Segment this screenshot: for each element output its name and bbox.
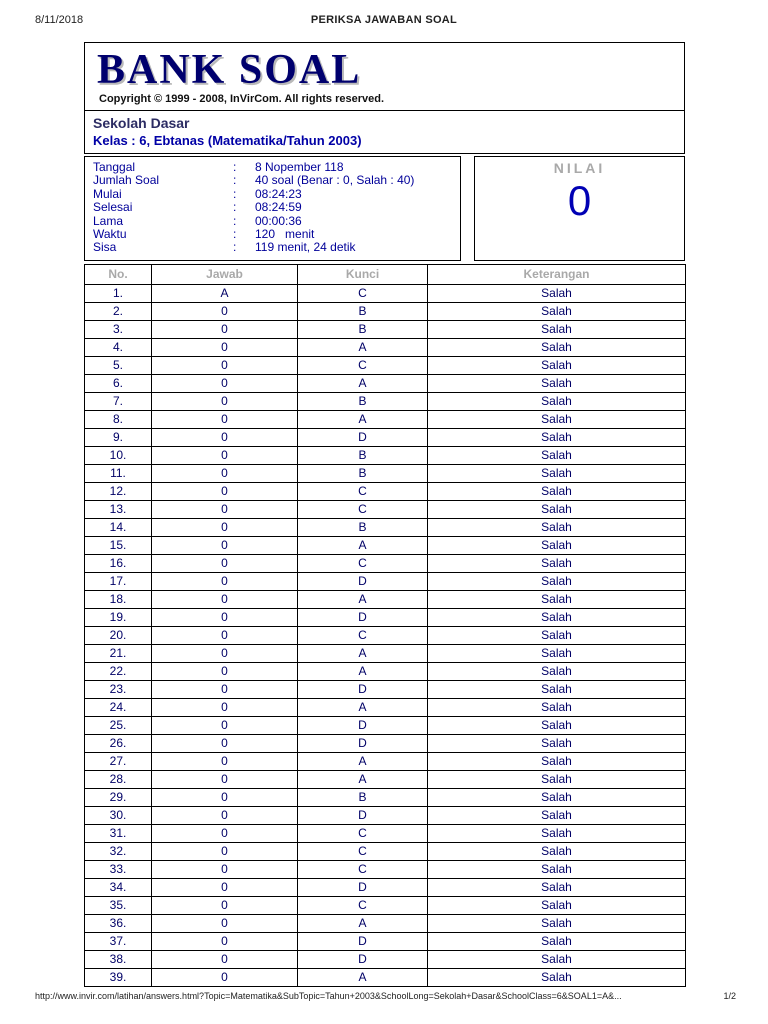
cell-keterangan: Salah (428, 752, 686, 770)
cell-keterangan: Salah (428, 644, 686, 662)
info-separator: : (233, 213, 237, 228)
cell-jawab: 0 (152, 860, 298, 878)
cell-keterangan: Salah (428, 662, 686, 680)
info-row (93, 215, 452, 228)
cell-keterangan: Salah (428, 320, 686, 338)
cell-no: 20. (85, 626, 152, 644)
cell-kunci: D (298, 572, 428, 590)
cell-no: 30. (85, 806, 152, 824)
table-row (85, 662, 686, 680)
table-row (85, 392, 686, 410)
table-row (85, 590, 686, 608)
cell-kunci: B (298, 788, 428, 806)
cell-kunci: B (298, 518, 428, 536)
cell-kunci: A (298, 338, 428, 356)
cell-no: 27. (85, 752, 152, 770)
cell-no: 7. (85, 392, 152, 410)
table-row (85, 554, 686, 572)
table-row (85, 860, 686, 878)
cell-keterangan: Salah (428, 968, 686, 986)
cell-kunci: A (298, 536, 428, 554)
info-label: Tanggal (93, 160, 136, 174)
cell-kunci: A (298, 590, 428, 608)
cell-no: 4. (85, 338, 152, 356)
cell-keterangan: Salah (428, 842, 686, 860)
cell-jawab: A (152, 284, 298, 302)
cell-no: 15. (85, 536, 152, 554)
cell-kunci: B (298, 320, 428, 338)
cell-jawab: 0 (152, 770, 298, 788)
cell-no: 13. (85, 500, 152, 518)
cell-jawab: 0 (152, 698, 298, 716)
table-row (85, 320, 686, 338)
info-separator: : (233, 200, 237, 215)
cell-kunci: C (298, 482, 428, 500)
cell-no: 29. (85, 788, 152, 806)
cell-keterangan: Salah (428, 788, 686, 806)
school-name: Sekolah Dasar (93, 115, 190, 131)
cell-keterangan: Salah (428, 680, 686, 698)
table-row (85, 428, 686, 446)
cell-keterangan: Salah (428, 860, 686, 878)
info-value: 40 soal (Benar : 0, Salah : 40) (255, 173, 415, 188)
table-row (85, 446, 686, 464)
table-row (85, 356, 686, 374)
table-row (85, 626, 686, 644)
cell-no: 3. (85, 320, 152, 338)
print-header (35, 14, 733, 30)
cell-kunci: C (298, 500, 428, 518)
cell-keterangan: Salah (428, 896, 686, 914)
cell-keterangan: Salah (428, 500, 686, 518)
cell-no: 1. (85, 284, 152, 302)
print-date: 8/11/2018 (35, 14, 84, 26)
cell-kunci: B (298, 464, 428, 482)
cell-kunci: D (298, 680, 428, 698)
cell-jawab: 0 (152, 752, 298, 770)
cell-no: 18. (85, 590, 152, 608)
cell-jawab: 0 (152, 518, 298, 536)
cell-jawab: 0 (152, 356, 298, 374)
score-box (474, 156, 685, 261)
cell-jawab: 0 (152, 932, 298, 950)
cell-kunci: C (298, 626, 428, 644)
table-row (85, 536, 686, 554)
cell-keterangan: Salah (428, 734, 686, 752)
table-row (85, 302, 686, 320)
nilai-value: 0 (567, 177, 592, 224)
cell-jawab: 0 (152, 536, 298, 554)
table-row (85, 518, 686, 536)
cell-kunci: C (298, 824, 428, 842)
cell-keterangan: Salah (428, 932, 686, 950)
cell-no: 17. (85, 572, 152, 590)
cell-kunci: A (298, 662, 428, 680)
cell-no: 19. (85, 608, 152, 626)
cell-keterangan: Salah (428, 428, 686, 446)
cell-kunci: A (298, 968, 428, 986)
info-label: Lama (93, 213, 124, 228)
cell-jawab: 0 (152, 914, 298, 932)
cell-jawab: 0 (152, 842, 298, 860)
cell-jawab: 0 (152, 950, 298, 968)
table-row (85, 680, 686, 698)
cell-kunci: C (298, 284, 428, 302)
info-label: Sisa (93, 240, 117, 255)
table-row (85, 806, 686, 824)
cell-kunci: C (298, 554, 428, 572)
info-row (93, 161, 452, 174)
cell-kunci: D (298, 950, 428, 968)
school-class-line: Kelas : 6, Ebtanas (Matematika/Tahun 2003) (93, 133, 362, 148)
cell-jawab: 0 (152, 644, 298, 662)
table-row (85, 824, 686, 842)
info-value: 00:00:36 (255, 213, 302, 228)
cell-no: 12. (85, 482, 152, 500)
cell-keterangan: Salah (428, 374, 686, 392)
info-separator: : (233, 227, 237, 242)
cell-jawab: 0 (152, 968, 298, 986)
cell-keterangan: Salah (428, 806, 686, 824)
info-row (93, 188, 452, 201)
table-row (85, 698, 686, 716)
school-box (84, 111, 685, 154)
cell-no: 39. (85, 968, 152, 986)
cell-no: 25. (85, 716, 152, 734)
cell-jawab: 0 (152, 878, 298, 896)
footer-page-number: 1/2 (723, 991, 736, 1001)
cell-kunci: C (298, 356, 428, 374)
cell-keterangan: Salah (428, 464, 686, 482)
cell-kunci: C (298, 860, 428, 878)
cell-jawab: 0 (152, 392, 298, 410)
column-header-keterangan: Keterangan (428, 264, 686, 284)
bank-soal-logo: BANK SOAL (97, 47, 362, 93)
cell-kunci: D (298, 932, 428, 950)
info-value: 08:24:23 (255, 186, 302, 201)
cell-kunci: A (298, 410, 428, 428)
cell-jawab: 0 (152, 464, 298, 482)
cell-no: 24. (85, 698, 152, 716)
cell-keterangan: Salah (428, 482, 686, 500)
table-row (85, 950, 686, 968)
info-label: Selesai (93, 200, 133, 215)
cell-keterangan: Salah (428, 356, 686, 374)
cell-jawab: 0 (152, 338, 298, 356)
info-separator: : (233, 173, 237, 188)
cell-kunci: D (298, 716, 428, 734)
cell-no: 8. (85, 410, 152, 428)
cell-keterangan: Salah (428, 554, 686, 572)
table-row (85, 770, 686, 788)
cell-no: 11. (85, 464, 152, 482)
info-value: 8 Nopember 118 (255, 160, 344, 174)
table-row (85, 914, 686, 932)
table-row (85, 968, 686, 986)
cell-kunci: A (298, 374, 428, 392)
cell-keterangan: Salah (428, 338, 686, 356)
nilai-label: NILAI (553, 160, 606, 176)
info-separator: : (233, 240, 237, 255)
cell-no: 10. (85, 446, 152, 464)
cell-jawab: 0 (152, 572, 298, 590)
table-row (85, 896, 686, 914)
print-footer (35, 991, 736, 1001)
cell-jawab: 0 (152, 482, 298, 500)
table-row (85, 878, 686, 896)
table-row (85, 752, 686, 770)
cell-no: 35. (85, 896, 152, 914)
cell-keterangan: Salah (428, 536, 686, 554)
cell-jawab: 0 (152, 446, 298, 464)
cell-kunci: A (298, 914, 428, 932)
info-row (93, 174, 452, 187)
info-row (93, 228, 452, 241)
info-value: 08:24:59 (255, 200, 302, 215)
cell-no: 23. (85, 680, 152, 698)
cell-no: 21. (85, 644, 152, 662)
cell-kunci: D (298, 878, 428, 896)
cell-jawab: 0 (152, 500, 298, 518)
cell-keterangan: Salah (428, 698, 686, 716)
cell-kunci: B (298, 302, 428, 320)
cell-keterangan: Salah (428, 518, 686, 536)
info-row (93, 201, 452, 214)
cell-kunci: A (298, 752, 428, 770)
cell-no: 2. (85, 302, 152, 320)
info-value: 120 menit (255, 227, 315, 242)
info-separator: : (233, 186, 237, 201)
cell-no: 9. (85, 428, 152, 446)
info-row (93, 241, 452, 254)
cell-keterangan: Salah (428, 950, 686, 968)
main-content (84, 42, 685, 987)
cell-jawab: 0 (152, 716, 298, 734)
cell-keterangan: Salah (428, 716, 686, 734)
column-header-kunci: Kunci (298, 264, 428, 284)
info-label: Mulai (93, 186, 122, 201)
footer-url: http://www.invir.com/latihan/answers.html?Topic=Matematika&SubTopic=Tahun+2003&SchoolLong=Sekolah+Dasar&SchoolClass=6&SOAL1=A&... (35, 991, 622, 1001)
info-section (84, 156, 685, 261)
cell-jawab: 0 (152, 896, 298, 914)
cell-no: 32. (85, 842, 152, 860)
cell-kunci: D (298, 734, 428, 752)
info-separator: : (233, 160, 237, 174)
table-row (85, 464, 686, 482)
cell-no: 16. (85, 554, 152, 572)
cell-kunci: A (298, 644, 428, 662)
table-row (85, 608, 686, 626)
cell-keterangan: Salah (428, 914, 686, 932)
cell-kunci: B (298, 392, 428, 410)
table-row (85, 734, 686, 752)
cell-jawab: 0 (152, 608, 298, 626)
cell-jawab: 0 (152, 302, 298, 320)
cell-jawab: 0 (152, 734, 298, 752)
logo-box (84, 42, 685, 111)
table-row (85, 932, 686, 950)
answers-table-body (85, 284, 686, 986)
cell-kunci: C (298, 842, 428, 860)
cell-jawab: 0 (152, 428, 298, 446)
cell-keterangan: Salah (428, 392, 686, 410)
cell-jawab: 0 (152, 554, 298, 572)
table-row (85, 500, 686, 518)
cell-jawab: 0 (152, 662, 298, 680)
info-label: Jumlah Soal (93, 173, 160, 188)
answers-table (84, 264, 686, 987)
table-row (85, 374, 686, 392)
cell-no: 14. (85, 518, 152, 536)
cell-keterangan: Salah (428, 878, 686, 896)
cell-keterangan: Salah (428, 572, 686, 590)
table-row (85, 482, 686, 500)
cell-kunci: C (298, 896, 428, 914)
cell-keterangan: Salah (428, 608, 686, 626)
cell-jawab: 0 (152, 590, 298, 608)
cell-jawab: 0 (152, 320, 298, 338)
cell-jawab: 0 (152, 788, 298, 806)
copyright-text: Copyright © 1999 - 2008, InVirCom. All rights reserved. (99, 93, 385, 105)
cell-jawab: 0 (152, 626, 298, 644)
cell-jawab: 0 (152, 410, 298, 428)
cell-keterangan: Salah (428, 284, 686, 302)
cell-keterangan: Salah (428, 824, 686, 842)
cell-kunci: D (298, 608, 428, 626)
cell-kunci: B (298, 446, 428, 464)
cell-jawab: 0 (152, 824, 298, 842)
table-row (85, 572, 686, 590)
cell-kunci: A (298, 698, 428, 716)
cell-no: 36. (85, 914, 152, 932)
cell-kunci: A (298, 770, 428, 788)
cell-keterangan: Salah (428, 590, 686, 608)
cell-no: 26. (85, 734, 152, 752)
cell-no: 34. (85, 878, 152, 896)
info-label: Waktu (93, 227, 127, 242)
cell-keterangan: Salah (428, 446, 686, 464)
cell-no: 31. (85, 824, 152, 842)
cell-keterangan: Salah (428, 770, 686, 788)
table-row (85, 716, 686, 734)
cell-keterangan: Salah (428, 410, 686, 428)
cell-keterangan: Salah (428, 626, 686, 644)
cell-keterangan: Salah (428, 302, 686, 320)
cell-no: 38. (85, 950, 152, 968)
cell-no: 22. (85, 662, 152, 680)
cell-kunci: D (298, 428, 428, 446)
info-value: 119 menit, 24 detik (255, 240, 356, 255)
column-header-no: No. (85, 264, 152, 284)
print-title: PERIKSA JAWABAN SOAL (310, 14, 458, 26)
cell-no: 37. (85, 932, 152, 950)
column-header-jawab: Jawab (152, 264, 298, 284)
cell-no: 33. (85, 860, 152, 878)
table-row (85, 338, 686, 356)
exam-info-box (84, 156, 461, 261)
table-row (85, 284, 686, 302)
cell-jawab: 0 (152, 374, 298, 392)
table-header-row (85, 264, 686, 284)
table-row (85, 788, 686, 806)
cell-no: 6. (85, 374, 152, 392)
cell-jawab: 0 (152, 680, 298, 698)
cell-jawab: 0 (152, 806, 298, 824)
table-row (85, 644, 686, 662)
cell-kunci: D (298, 806, 428, 824)
table-row (85, 410, 686, 428)
cell-no: 28. (85, 770, 152, 788)
table-row (85, 842, 686, 860)
cell-no: 5. (85, 356, 152, 374)
